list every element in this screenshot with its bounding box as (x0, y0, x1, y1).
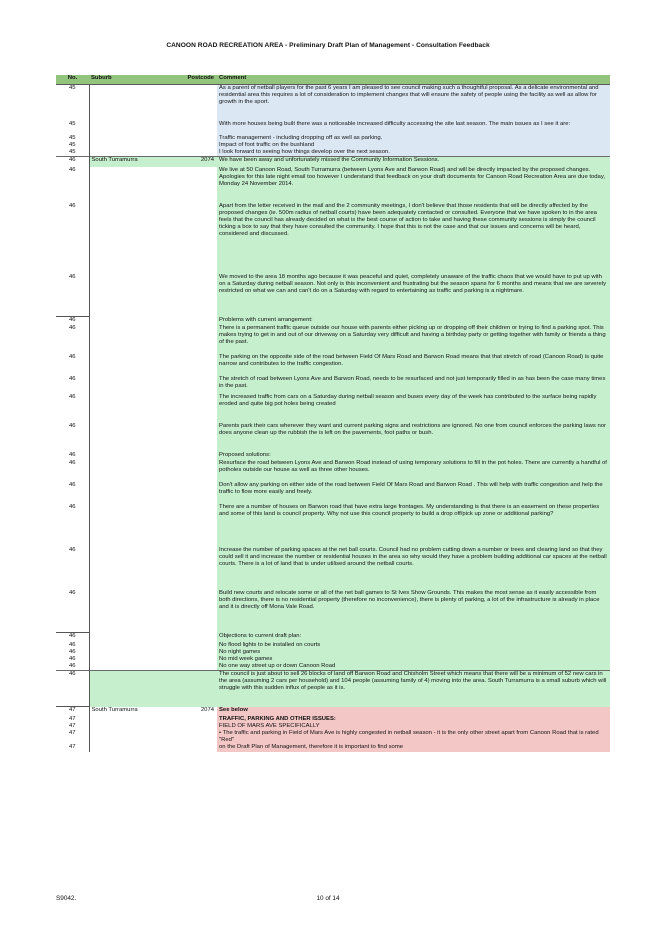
row-number: 46 (68, 393, 76, 400)
row-comment: As a parent of netball players for the past 6 years I am pleased to see council making such a thoughtful proposal. As a delicate environmental and residential area this requires a lot of consideration to implement changes that will ensure the safety of people using the facility as well as allow for growth in the sport. (217, 85, 610, 121)
row-number: 46 (56, 671, 89, 707)
row-postcode (171, 452, 217, 460)
row-number: 46 (68, 422, 76, 429)
row-suburb (89, 135, 171, 142)
row-number: 46 (68, 166, 76, 173)
row-suburb (89, 317, 171, 325)
row-comment: The increased traffic from cars on a Saturday during netball season and buses every day of the week has contributed to the surface being rapidly eroded and quite big pot holes being created (217, 394, 610, 423)
row-suburb (89, 394, 171, 423)
row-suburb: South Turramurra (89, 707, 171, 716)
row-postcode (171, 547, 217, 590)
row-number: 47 (68, 729, 76, 736)
row-number: 45 (68, 134, 76, 141)
row-postcode (171, 716, 217, 723)
row-suburb (89, 730, 171, 744)
header-no: No. (56, 75, 89, 85)
row-suburb (89, 203, 171, 274)
header-suburb: Suburb (89, 75, 171, 85)
row-number: 46 (68, 375, 76, 382)
row-comment: Parents park their cars wherever they want and current parking signs and restrictions are ignored. No one from council enforces the parking laws nor does anyone clean up the rubbish the is left on the pavements, foot paths or bush. (217, 423, 610, 452)
table-row (56, 149, 610, 157)
row-comment: The parking on the opposite side of the road between Field Of Mars Road and Barwon Road means that that stretch of road (Canoon Road) is quite narrow and contributes to the traffic congestion. (217, 354, 610, 376)
row-postcode (171, 642, 217, 649)
row-comment: Impact of foot traffic on the bushland (217, 142, 610, 149)
row-comment: We live at 50 Canoon Road, South Turramurra (between Lyons Ave and Barwon Road) and will be directly impacted by the proposed changes. Apologies for this late night email too however I understand that feedback on your draft documents for Canoon Road Recreation Area are due today, Monday 24 November 2014. (217, 167, 610, 203)
row-postcode (171, 744, 217, 752)
row-suburb: South Turramurra (89, 157, 171, 167)
row-number: 46 (68, 648, 76, 655)
row-suburb (89, 649, 171, 656)
row-number: 45 (68, 148, 76, 155)
header-comment: Comment (217, 75, 610, 85)
row-comment: Resurface the road between Lyons Ave and Barwon Road instead of using temporary solutions to fill in the pot holes. There are currently a handful of potholes outside our house as well as three other houses. (217, 460, 610, 482)
table-row (56, 274, 610, 317)
table-row (56, 135, 610, 142)
row-suburb (89, 671, 171, 707)
row-number: 46 (68, 503, 76, 510)
row-postcode (171, 325, 217, 354)
row-postcode (171, 460, 217, 482)
table-row (56, 460, 610, 482)
table-row (56, 649, 610, 656)
table-row (56, 716, 610, 723)
row-comment: No night games (217, 649, 610, 656)
table-row (56, 142, 610, 149)
row-suburb (89, 354, 171, 376)
row-postcode (171, 376, 217, 394)
row-comment: Problems with current arrangement: (217, 317, 610, 325)
row-postcode (171, 504, 217, 547)
table-row (56, 121, 610, 135)
row-postcode: 2074 (200, 706, 214, 713)
row-postcode (171, 633, 217, 642)
row-number: 47 (68, 707, 76, 714)
table-row (56, 744, 610, 752)
row-suburb (89, 663, 171, 671)
row-number: 45 (68, 141, 76, 148)
row-suburb (89, 376, 171, 394)
table-row (56, 394, 610, 423)
table-row (56, 730, 610, 744)
row-postcode (171, 121, 217, 135)
row-suburb (89, 452, 171, 460)
row-suburb (89, 590, 171, 633)
page-title: CANOON ROAD RECREATION AREA - Preliminary Draft Plan of Management - Consultation Feedback (166, 42, 490, 49)
row-postcode (171, 142, 217, 149)
row-comment: No mid week games (217, 656, 610, 663)
row-comment: Traffic management - including dropping off as well as parking. (217, 135, 610, 142)
row-postcode (171, 590, 217, 633)
row-comment: • The traffic and parking in Field of Mars Ave is highly congested in netball season - it is the only other street apart from Canoon Road that is rated "Red" (217, 730, 610, 744)
row-comment: No flood lights to be installed on courts (217, 642, 610, 649)
table-row (56, 423, 610, 452)
row-suburb (89, 482, 171, 504)
row-suburb (89, 167, 171, 203)
row-suburb (89, 656, 171, 663)
row-comment: Apart from the letter received in the mail and the 2 community meetings, I don't believe that those residents that will be directly affected by the proposed changes (ie. 500m radius of netball courts) have been adequately contacted or consulted. Everyone that we have spoken to in the area feels that the council has already decided on what is the best course of action to take and having these community sessions is simply the council ticking a box to say that they have consulted the community. I hope that this is not the case and that our issues and concerns will be heard, considered and discussed. (217, 203, 610, 274)
row-comment: on the Draft Plan of Management, therefore it is important to find some (217, 744, 610, 752)
row-number: 46 (68, 324, 76, 331)
row-number: 46 (68, 662, 76, 669)
table-row (56, 663, 610, 671)
row-number: 47 (68, 715, 76, 722)
row-suburb (89, 744, 171, 752)
row-postcode (171, 135, 217, 142)
row-suburb (89, 121, 171, 135)
row-comment: There is a permanent traffic queue outside our house with parents either picking up or dropping off their children or trying to find a parking spot. This makes trying to get in and out of our driveway on a Saturday very difficult and having a birthday party or getting together with family or friends a thing of the past. (217, 325, 610, 354)
row-suburb (89, 642, 171, 649)
row-number: 46 (56, 590, 89, 633)
row-number: 46 (68, 641, 76, 648)
row-suburb (89, 633, 171, 642)
row-postcode (171, 423, 217, 452)
row-comment: No one way street up or down Canoon Road (217, 663, 610, 671)
row-postcode (171, 317, 217, 325)
table-row (56, 671, 610, 707)
row-postcode (171, 394, 217, 423)
row-number: 46 (56, 157, 89, 167)
row-number: 47 (68, 743, 76, 750)
row-postcode (171, 723, 217, 730)
row-suburb (89, 423, 171, 452)
row-suburb (89, 149, 171, 157)
row-suburb (89, 85, 171, 121)
row-postcode (171, 274, 217, 317)
row-suburb (89, 460, 171, 482)
row-comment: Increase the number of parking spaces at the net ball courts. Council had no problem cutting down a number or trees and clearing land so that they could sell it and increase the number or residential houses in the area so why would they have a problem building additional car spaces at the netball courts. There is a lot of land that is under utilised around the netball courts. (217, 547, 610, 590)
row-comment: There are a number of houses on Barwon road that have extra large frontages. My understanding is that there is an easement on these properties and some of this land is council property. Why not use this council property to build a drop off/pick up zone or additional parking? (217, 504, 610, 547)
row-number: 45 (68, 120, 76, 127)
row-comment: We moved to the area 18 months ago because it was peaceful and quiet, completely unaware of the traffic chaos that we would have to put up with on a Saturday during netball season. Not only is this inconvenient and frustrating but the season spans for 6 months and means that we are severely restricted on what we can and can't do on a Saturday with regard to entertaining as traffic and parking is a nightmare. (217, 274, 610, 317)
row-postcode (171, 149, 217, 157)
table-row (56, 157, 610, 167)
table-row (56, 167, 610, 203)
row-postcode (171, 167, 217, 203)
table-row (56, 376, 610, 394)
feedback-sheet (56, 75, 610, 752)
document-code: S9042. (56, 895, 77, 902)
table-row (56, 723, 610, 730)
page-number: 10 of 14 (316, 895, 340, 902)
table-row (56, 482, 610, 504)
table-row (56, 656, 610, 663)
row-number: 46 (68, 202, 76, 209)
row-suburb (89, 325, 171, 354)
row-suburb (89, 716, 171, 723)
table-row (56, 504, 610, 547)
row-postcode (171, 663, 217, 671)
row-comment: I look forward to seeing how things develop over the next season. (217, 149, 610, 157)
table-row (56, 642, 610, 649)
table-body (56, 85, 610, 752)
row-number: 46 (56, 274, 89, 317)
row-comment: See below (217, 707, 610, 716)
table-row (56, 452, 610, 460)
row-postcode (171, 649, 217, 656)
row-postcode (171, 482, 217, 504)
table-row (56, 590, 610, 633)
row-number: 46 (68, 317, 76, 324)
row-number: 46 (68, 353, 76, 360)
row-number: 46 (68, 459, 76, 466)
row-comment: With more houses being built there was a noticeable increased difficulty accessing the site last season. The main issues as I see it are: (217, 121, 610, 135)
row-suburb (89, 142, 171, 149)
row-comment: Proposed solutions: (217, 452, 610, 460)
table-row (56, 325, 610, 354)
row-postcode (171, 671, 217, 707)
row-postcode (171, 656, 217, 663)
row-number: 46 (68, 655, 76, 662)
row-comment: The stretch of road between Lyons Ave and Barwon Road, needs to be resurfaced and not just temporarily filled in as has been the case many times in the past. (217, 376, 610, 394)
row-suburb (89, 504, 171, 547)
row-comment: We have been away and unfortunately missed the Community Information Sessions. (217, 157, 610, 167)
table-row (56, 547, 610, 590)
row-number: 46 (68, 546, 76, 553)
table-row (56, 633, 610, 642)
row-comment: TRAFFIC, PARKING AND OTHER ISSUES: (217, 716, 610, 723)
row-postcode: 2074 (171, 157, 217, 167)
feedback-table (56, 75, 610, 752)
row-postcode (171, 730, 217, 744)
row-number: 46 (68, 633, 76, 640)
row-number: 46 (68, 451, 76, 458)
row-number: 45 (68, 85, 76, 91)
row-comment: Objections to current draft plan: (217, 633, 610, 642)
row-suburb (89, 547, 171, 590)
header-postcode: Postcode (171, 75, 217, 85)
row-comment: FIELD OF MARS AVE SPECIFICALLY (217, 723, 610, 730)
row-comment: The council is just about to sell 26 blocks of land off Barwon Road and Chisholm Street which means that there will be a minimum of 52 new cars in the area (assuming 2 cars per household) and 104 people (assuming family of 4) moving into the area. South Turramurra is a small suburb which will struggle with this sudden influx of people as it is. (217, 671, 610, 707)
table-row (56, 85, 610, 121)
row-postcode (171, 354, 217, 376)
table-row (56, 203, 610, 274)
row-number: 47 (68, 722, 76, 729)
row-suburb (89, 274, 171, 317)
row-postcode (171, 85, 217, 121)
table-header-row (56, 75, 610, 85)
row-comment: Don't allow any parking on either side of the road between Field Of Mars Road and Barwon Road . This will help with traffic congestion and help the traffic to flow more easily and freely. (217, 482, 610, 504)
row-suburb (89, 723, 171, 730)
table-row (56, 707, 610, 716)
row-comment: Build new courts and relocate some or all of the net ball games to St Ives Show Grounds. This makes the most sense as it easily accessible from both directions, there is no residential property (therefore no inconvenience), there is plenty of parking, a lot of the infrastructure is already in place and it is directly off Mona Vale Road. (217, 590, 610, 633)
row-number: 46 (68, 481, 76, 488)
table-row (56, 317, 610, 325)
table-row (56, 354, 610, 376)
row-postcode (171, 203, 217, 274)
